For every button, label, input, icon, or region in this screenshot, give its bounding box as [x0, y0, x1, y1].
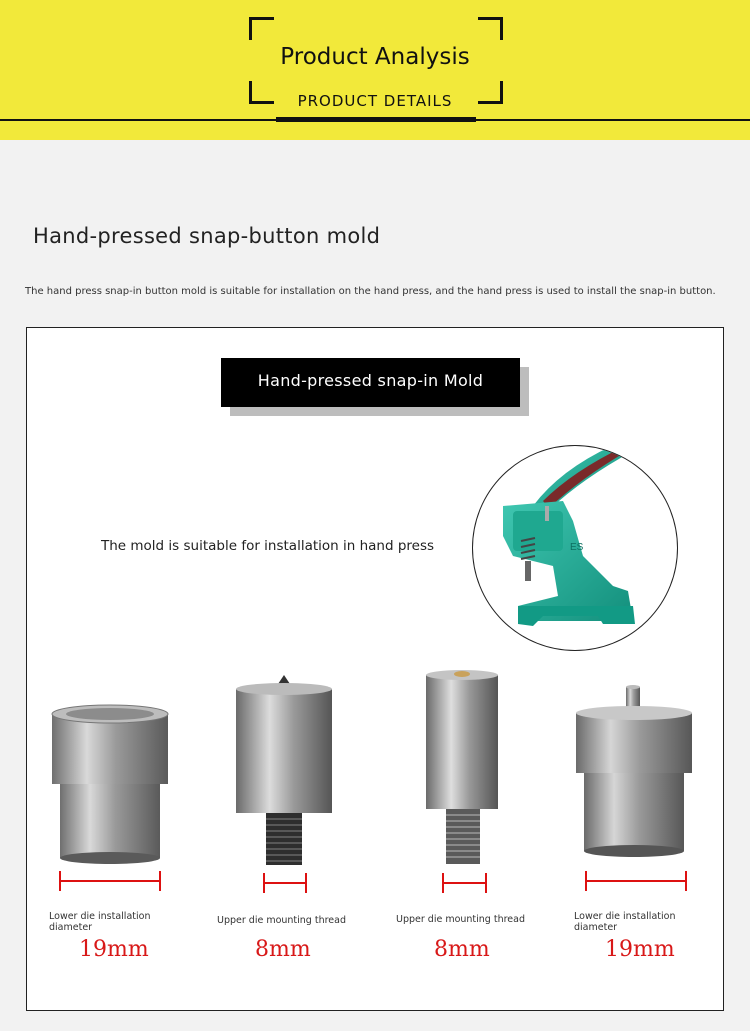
section-description: The hand press snap-in button mold is suitable for installation on the hand press, and the hand press is used to install the snap-in button. [25, 286, 716, 297]
measure-line-4 [585, 871, 687, 891]
measure-line-2 [263, 873, 307, 893]
part-size-2: 8mm [255, 937, 311, 962]
lower-die-1-image [48, 700, 173, 870]
header-subtitle: PRODUCT DETAILS [297, 92, 453, 110]
hand-press-image [472, 445, 678, 651]
lower-die-2-image [572, 685, 697, 865]
part-caption-4: Lower die installation diameter [574, 911, 676, 933]
measure-line-3 [442, 873, 487, 893]
part-size-4: 19mm [605, 937, 675, 962]
upper-die-1-image [232, 673, 337, 873]
bracket-top-left [249, 17, 274, 40]
section-title: Hand-pressed snap-button mold [33, 224, 381, 248]
svg-text:ES: ES [570, 542, 584, 553]
part-size-1: 19mm [79, 937, 149, 962]
mold-suitability-text: The mold is suitable for installation in hand press [101, 538, 435, 554]
part-caption-3: Upper die mounting thread [396, 914, 526, 925]
header-title: Product Analysis [280, 44, 470, 70]
measure-line-1 [59, 871, 161, 891]
upper-die-2-image [420, 665, 505, 870]
product-panel [26, 327, 724, 1011]
part-size-3: 8mm [434, 937, 490, 962]
panel-label: Hand-pressed snap-in Mold [221, 358, 520, 407]
part-caption-1: Lower die installation diameter [49, 911, 151, 933]
bracket-top-right [478, 17, 503, 40]
part-caption-2: Upper die mounting thread [217, 915, 347, 926]
header-divider-accent [276, 117, 476, 122]
